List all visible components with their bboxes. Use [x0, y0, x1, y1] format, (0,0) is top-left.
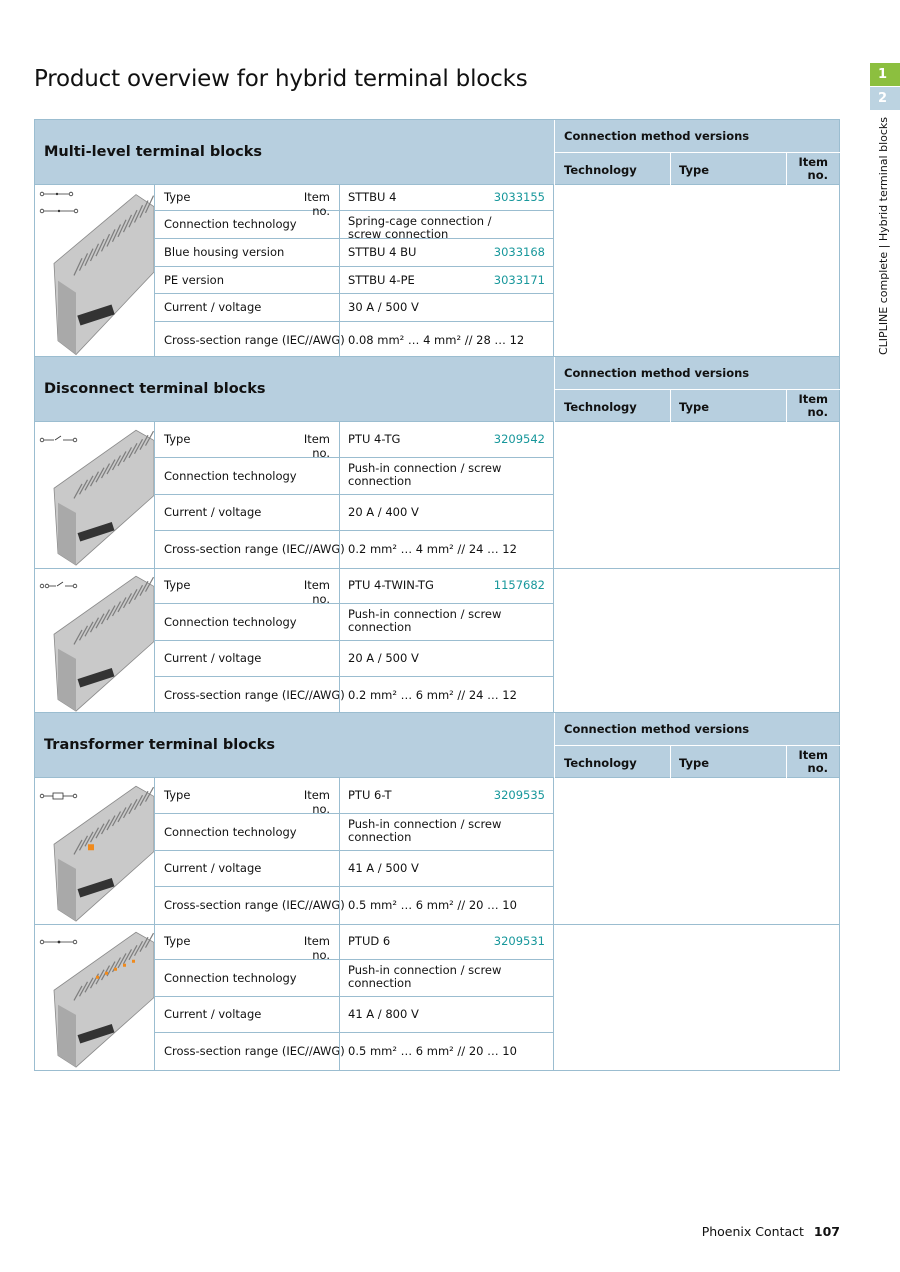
item-no-column-header — [786, 746, 840, 778]
spec-value: STTBU 4 — [348, 190, 397, 204]
item-no-label: Item no. — [303, 432, 330, 460]
item-no-label: Item no. — [303, 190, 330, 218]
connection-versions-cell — [553, 422, 839, 568]
product-spec-row — [155, 185, 553, 218]
spec-label: Current / voltage — [164, 861, 262, 875]
product-spec-row — [155, 924, 553, 960]
product-spec-row — [155, 1033, 553, 1071]
spec-value: 41 A / 800 V — [348, 1007, 419, 1021]
product-image-cell — [35, 422, 155, 568]
connection-method-header: Connection method versions — [554, 713, 840, 746]
spec-label: Current / voltage — [164, 651, 262, 665]
connection-versions-cell — [553, 778, 839, 924]
item-no-label: Item no. — [303, 934, 330, 962]
section-header — [34, 356, 840, 422]
product-block — [34, 778, 840, 925]
product-spec-row — [155, 604, 553, 641]
spec-label: Type — [164, 578, 191, 592]
type-column-header: Type — [670, 746, 786, 778]
product-spec-row — [155, 778, 553, 814]
item-number-link[interactable]: 3033168 — [493, 245, 545, 259]
spec-value: 30 A / 500 V — [348, 300, 419, 314]
chapter-tabs — [870, 63, 900, 111]
spec-value: 0.5 mm² … 6 mm² // 20 … 10 — [348, 898, 517, 912]
spec-value-cell — [339, 422, 553, 457]
product-spec-row — [155, 960, 553, 997]
item-no-column-header — [786, 390, 840, 422]
spec-value-cell — [339, 568, 553, 603]
type-column-header: Type — [670, 390, 786, 422]
spec-label: Blue housing version — [164, 245, 285, 259]
item-no-line2: no. — [807, 761, 828, 775]
item-number-link[interactable]: 3033171 — [493, 272, 545, 287]
product-spec-row — [155, 294, 553, 322]
product-spec-row — [155, 677, 553, 715]
side-running-title: CLIPLINE complete | Hybrid terminal blocks — [877, 117, 890, 355]
spec-value: 0.2 mm² … 4 mm² // 24 … 12 — [348, 542, 517, 556]
spec-value: PTU 4-TWIN-TG — [348, 578, 434, 592]
symbol-cell — [39, 782, 79, 812]
chapter-tab-2[interactable]: 2 — [870, 87, 900, 110]
spec-value: PTU 6-T — [348, 788, 392, 802]
item-no-label: Item no. — [303, 578, 330, 606]
connection-method-header: Connection method versions — [554, 357, 840, 390]
product-spec-row — [155, 322, 553, 359]
product-block — [34, 422, 840, 569]
symbol-cell — [39, 426, 79, 456]
section-title: Transformer terminal blocks — [44, 737, 276, 753]
connection-versions-cell — [553, 185, 839, 358]
circuit-symbol-icon — [39, 928, 79, 954]
spec-value: 20 A / 500 V — [348, 651, 419, 665]
symbol-cell — [39, 189, 79, 219]
product-spec-row — [155, 814, 553, 851]
product-spec-row — [155, 239, 553, 267]
chapter-tab-1[interactable]: 1 — [870, 63, 900, 86]
item-no-line2: no. — [807, 168, 828, 182]
item-number-link[interactable]: 3209535 — [493, 788, 545, 802]
product-image-cell — [35, 568, 155, 714]
spec-value-cell — [339, 294, 553, 321]
spec-value-cell — [339, 531, 553, 569]
spec-value-cell — [339, 924, 553, 959]
spec-value-cell — [339, 677, 553, 715]
product-spec-row — [155, 458, 553, 495]
item-no-label: Item no. — [303, 788, 330, 816]
product-image-cell — [35, 778, 155, 924]
page-footer — [702, 1224, 840, 1239]
page-number: 107 — [813, 1224, 840, 1239]
spec-value: 0.08 mm² … 4 mm² // 28 … 12 — [348, 332, 525, 347]
spec-label: Cross-section range (IEC//AWG) — [164, 688, 345, 702]
spec-label: Cross-section range (IEC//AWG) — [164, 898, 345, 912]
spec-label: Connection technology — [164, 614, 297, 629]
item-number-link[interactable]: 3209531 — [493, 934, 545, 948]
item-no-line2: no. — [807, 405, 828, 419]
spec-label: Connection technology — [164, 970, 297, 985]
item-no-column-header — [786, 153, 840, 185]
spec-label: Type — [164, 934, 191, 948]
product-spec-row — [155, 997, 553, 1033]
spec-value-cell — [339, 887, 553, 925]
spec-label: Connection technology — [164, 824, 297, 839]
product-spec-row — [155, 887, 553, 925]
connection-method-header: Connection method versions — [554, 120, 840, 153]
item-number-link[interactable]: 3033155 — [493, 190, 545, 204]
spec-label: Connection technology — [164, 217, 297, 231]
spec-value-cell — [339, 778, 553, 813]
spec-value-cell — [339, 1033, 553, 1071]
spec-value: 0.2 mm² … 6 mm² // 24 … 12 — [348, 688, 517, 702]
page-title: Product overview for hybrid terminal blocks — [34, 66, 528, 92]
spec-value-cell — [339, 814, 553, 850]
type-column-header: Type — [670, 153, 786, 185]
spec-value: PTUD 6 — [348, 934, 391, 948]
spec-label: Cross-section range (IEC//AWG) — [164, 1044, 345, 1058]
spec-label: Cross-section range (IEC//AWG) — [164, 542, 345, 556]
circuit-symbol-icon — [39, 189, 79, 215]
product-spec-row — [155, 641, 553, 677]
spec-value: STTBU 4 BU — [348, 245, 417, 259]
spec-label: Type — [164, 788, 191, 802]
spec-value-cell — [339, 211, 553, 241]
circuit-symbol-icon — [39, 782, 79, 808]
product-block — [34, 924, 840, 1071]
product-spec-row — [155, 568, 553, 604]
spec-value: STTBU 4-PE — [348, 272, 415, 287]
spec-label: Type — [164, 190, 191, 204]
product-image-cell — [35, 924, 155, 1070]
section-title: Multi-level terminal blocks — [44, 144, 263, 160]
section-header — [34, 119, 840, 185]
spec-value: Push-in connection / screw connection — [348, 461, 502, 488]
circuit-symbol-icon — [39, 426, 79, 452]
spec-value-cell — [339, 458, 553, 494]
technology-column-header: Technology — [554, 746, 670, 778]
product-spec-row — [155, 495, 553, 531]
spec-value-cell — [339, 960, 553, 996]
footer-brand: Phoenix Contact — [701, 1224, 804, 1239]
section-header — [34, 712, 840, 778]
product-spec-row — [155, 851, 553, 887]
item-number-link[interactable]: 1157682 — [493, 578, 545, 592]
product-spec-row — [155, 267, 553, 294]
spec-value-cell — [339, 604, 553, 640]
spec-label: Current / voltage — [164, 300, 262, 314]
spec-label: Cross-section range (IEC//AWG) — [164, 332, 345, 347]
product-spec-row — [155, 422, 553, 458]
spec-value-cell — [339, 239, 553, 266]
section-title: Disconnect terminal blocks — [44, 381, 266, 397]
connection-versions-cell — [553, 568, 839, 714]
product-spec-row — [155, 531, 553, 569]
circuit-symbol-icon — [39, 572, 79, 598]
spec-value-cell — [339, 267, 553, 293]
item-number-link[interactable]: 3209542 — [493, 432, 545, 446]
item-no-line1: Item — [798, 392, 828, 406]
symbol-cell — [39, 572, 79, 602]
product-block — [34, 568, 840, 715]
spec-label: Current / voltage — [164, 1007, 262, 1021]
spec-label: Connection technology — [164, 468, 297, 483]
spec-value: Push-in connection / screw connection — [348, 963, 502, 990]
product-block — [34, 185, 840, 359]
symbol-cell — [39, 928, 79, 958]
technology-column-header: Technology — [554, 390, 670, 422]
spec-value-cell — [339, 185, 553, 210]
product-image-cell — [35, 185, 155, 358]
spec-label: Current / voltage — [164, 505, 262, 519]
item-no-line1: Item — [798, 155, 828, 169]
spec-value: 20 A / 400 V — [348, 505, 419, 519]
spec-value: Push-in connection / screw connection — [348, 607, 502, 634]
spec-value-cell — [339, 322, 553, 359]
spec-value-cell — [339, 997, 553, 1032]
spec-value: 0.5 mm² … 6 mm² // 20 … 10 — [348, 1044, 517, 1058]
spec-value: Spring-cage connection / screw connection — [348, 214, 492, 241]
technology-column-header: Technology — [554, 153, 670, 185]
spec-label: Type — [164, 432, 191, 446]
item-no-line1: Item — [798, 748, 828, 762]
spec-value: Push-in connection / screw connection — [348, 817, 502, 844]
spec-label: PE version — [164, 272, 224, 287]
spec-value-cell — [339, 495, 553, 530]
spec-value-cell — [339, 851, 553, 886]
connection-versions-cell — [553, 924, 839, 1070]
spec-value: 41 A / 500 V — [348, 861, 419, 875]
product-spec-row — [155, 211, 553, 239]
spec-value-cell — [339, 641, 553, 676]
spec-value: PTU 4-TG — [348, 432, 401, 446]
